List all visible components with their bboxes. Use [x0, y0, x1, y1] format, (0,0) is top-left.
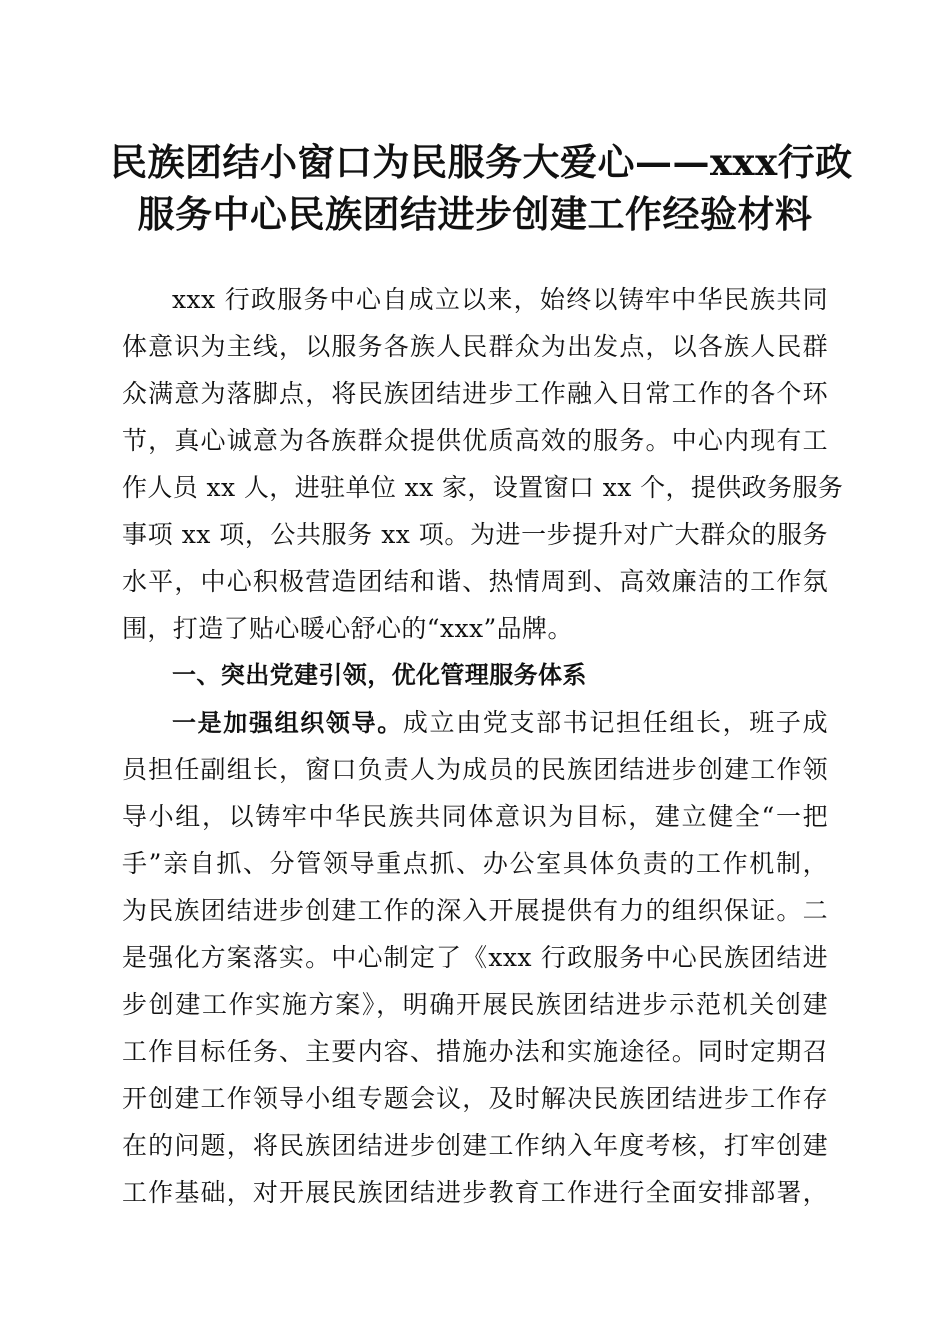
- title-line-2: 服务中心民族团结进步创建工作经验材料: [137, 192, 813, 236]
- intro-line: 体意识为主线，以服务各族人民群众为出发点，以各族人民群: [122, 332, 828, 361]
- section-paragraph-line: 导小组，以铸牢中华民族共同体意识为目标，建立健全“一把: [122, 802, 828, 831]
- section-paragraph-line: 手”亲自抓、分管领导重点抓、办公室具体负责的工作机制，: [122, 849, 828, 878]
- document-body: [122, 276, 844, 1216]
- section-heading: 一、突出党建引领，优化管理服务体系: [172, 661, 587, 689]
- intro-line: 围，打造了贴心暖心舒心的“xxx”品牌。: [122, 614, 573, 643]
- section-paragraph-line: [122, 699, 828, 746]
- section-paragraph-line: 工作目标任务、主要内容、措施办法和实施途径。同时定期召: [122, 1037, 828, 1066]
- intro-line: 作人员 xx 人，进驻单位 xx 家，设置窗口 xx 个，提供政务服务: [122, 473, 844, 502]
- intro-line: xxx 行政服务中心自成立以来，始终以铸牢中华民族共同: [172, 285, 828, 314]
- paragraph-text: 成立由党支部书记担任组长，班子成: [402, 708, 828, 737]
- section-paragraph-line: 为民族团结进步创建工作的深入开展提供有力的组织保证。二: [122, 896, 828, 925]
- section-paragraph-line: 步创建工作实施方案》，明确开展民族团结进步示范机关创建: [122, 990, 828, 1019]
- section-paragraph-line: 开创建工作领导小组专题会议，及时解决民族团结进步工作存: [122, 1084, 828, 1113]
- intro-line: 节，真心诚意为各族群众提供优质高效的服务。中心内现有工: [122, 426, 828, 455]
- section-paragraph-line: 在的问题，将民族团结进步创建工作纳入年度考核，打牢创建: [122, 1131, 828, 1160]
- title-line-1: 民族团结小窗口为民服务大爱心——xxx行政: [110, 140, 853, 184]
- document-title: [110, 136, 853, 240]
- intro-line: 水平，中心积极营造团结和谐、热情周到、高效廉洁的工作氛: [122, 567, 828, 596]
- intro-line: 众满意为落脚点，将民族团结进步工作融入日常工作的各个环: [122, 379, 828, 408]
- intro-line: 事项 xx 项，公共服务 xx 项。为进一步提升对广大群众的服务: [122, 520, 828, 549]
- section-paragraph-line: 员担任副组长，窗口负责人为成员的民族团结进步创建工作领: [122, 755, 828, 784]
- section-paragraph-line: 工作基础，对开展民族团结进步教育工作进行全面安排部署，: [122, 1178, 828, 1207]
- section-paragraph-line: 是强化方案落实。中心制定了《xxx 行政服务中心民族团结进: [122, 943, 828, 972]
- paragraph-lead: 一是加强组织领导。: [172, 709, 403, 737]
